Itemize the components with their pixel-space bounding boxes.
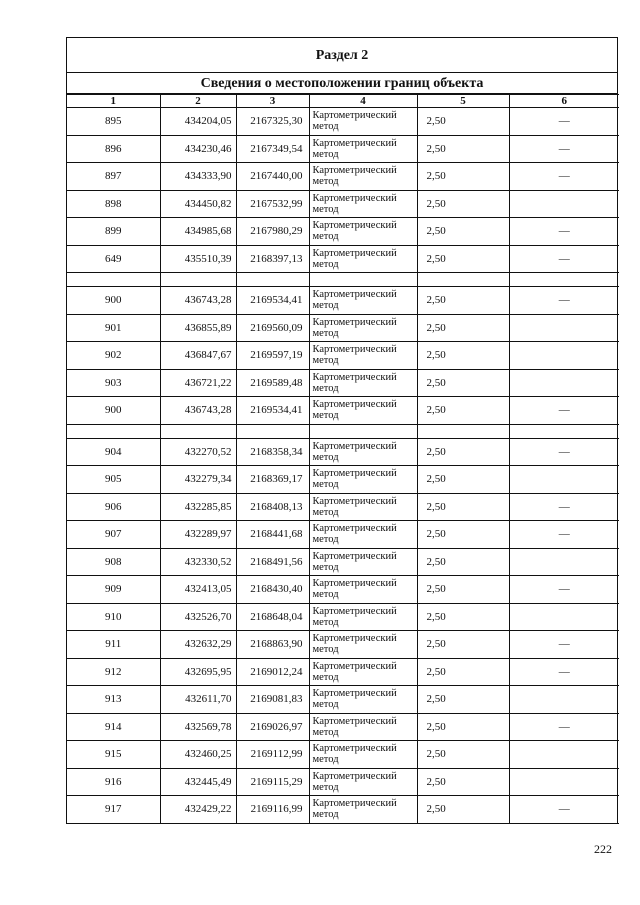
table-row xyxy=(67,603,619,631)
cell-coord-y: 2168863,90 xyxy=(236,631,309,659)
cell-coord-y: 2167440,00 xyxy=(236,163,309,191)
coordinates-table xyxy=(67,94,619,824)
cell-point-number: 898 xyxy=(67,190,160,218)
cell-coord-y: 2169026,97 xyxy=(236,713,309,741)
cell-accuracy: 2,50 xyxy=(417,548,509,576)
cell-accuracy: 2,50 xyxy=(417,108,509,136)
cell-point-number: 906 xyxy=(67,493,160,521)
cell-method: Картометрический метод xyxy=(309,218,417,246)
cell-accuracy: 2,50 xyxy=(417,369,509,397)
cell-description: — xyxy=(509,658,619,686)
cell-accuracy: 2,50 xyxy=(417,438,509,466)
cell-description xyxy=(509,466,619,494)
column-header-3: 3 xyxy=(236,95,309,108)
cell-point-number: 904 xyxy=(67,438,160,466)
table-row xyxy=(67,108,619,136)
cell-method: Картометрический метод xyxy=(309,631,417,659)
cell-method: Картометрический метод xyxy=(309,686,417,714)
cell-point-number: 907 xyxy=(67,521,160,549)
cell-description xyxy=(509,741,619,769)
cell-point-number: 912 xyxy=(67,658,160,686)
cell-description xyxy=(509,768,619,796)
cell-accuracy: 2,50 xyxy=(417,397,509,425)
cell-accuracy: 2,50 xyxy=(417,658,509,686)
cell-coord-x: 434985,68 xyxy=(160,218,236,246)
cell-description: — xyxy=(509,713,619,741)
cell-point-number: 649 xyxy=(67,245,160,273)
cell-method: Картометрический метод xyxy=(309,796,417,824)
cell-coord-y: 2169597,19 xyxy=(236,342,309,370)
cell-point-number: 901 xyxy=(67,314,160,342)
cell-method: Картометрический метод xyxy=(309,108,417,136)
cell-point-number: 900 xyxy=(67,397,160,425)
cell-coord-y: 2169012,24 xyxy=(236,658,309,686)
table-row xyxy=(67,713,619,741)
cell-method: Картометрический метод xyxy=(309,521,417,549)
table-row xyxy=(67,218,619,246)
cell-coord-y: 2168491,56 xyxy=(236,548,309,576)
cell-coord-x: 434450,82 xyxy=(160,190,236,218)
cell-accuracy: 2,50 xyxy=(417,713,509,741)
cell-accuracy: 2,50 xyxy=(417,768,509,796)
section-title: Раздел 2 xyxy=(67,38,617,73)
cell-point-number: 895 xyxy=(67,108,160,136)
cell-accuracy xyxy=(417,273,509,287)
cell-accuracy: 2,50 xyxy=(417,521,509,549)
column-header-6: 6 xyxy=(509,95,619,108)
cell-accuracy: 2,50 xyxy=(417,603,509,631)
cell-coord-x: 432413,05 xyxy=(160,576,236,604)
cell-point-number: 910 xyxy=(67,603,160,631)
cell-coord-y: 2168441,68 xyxy=(236,521,309,549)
table-row xyxy=(67,438,619,466)
cell-description: — xyxy=(509,438,619,466)
column-number-row xyxy=(67,95,619,108)
cell-point-number: 914 xyxy=(67,713,160,741)
cell-description: — xyxy=(509,163,619,191)
table-row xyxy=(67,466,619,494)
cell-point-number: 913 xyxy=(67,686,160,714)
cell-description xyxy=(509,314,619,342)
cell-point-number xyxy=(67,273,160,287)
cell-coord-y: 2169534,41 xyxy=(236,397,309,425)
cell-coord-y: 2167325,30 xyxy=(236,108,309,136)
cell-accuracy: 2,50 xyxy=(417,190,509,218)
table-row xyxy=(67,245,619,273)
separator-row xyxy=(67,273,619,287)
cell-method: Картометрический метод xyxy=(309,369,417,397)
cell-description xyxy=(509,424,619,438)
cell-description: — xyxy=(509,245,619,273)
cell-accuracy: 2,50 xyxy=(417,466,509,494)
cell-description: — xyxy=(509,287,619,315)
cell-coord-x: 432611,70 xyxy=(160,686,236,714)
cell-accuracy: 2,50 xyxy=(417,631,509,659)
table-row xyxy=(67,576,619,604)
boundary-table-frame xyxy=(66,37,618,824)
cell-description: — xyxy=(509,796,619,824)
cell-description xyxy=(509,548,619,576)
cell-coord-x: 432330,52 xyxy=(160,548,236,576)
page-number: 222 xyxy=(594,842,612,856)
cell-description: — xyxy=(509,218,619,246)
cell-coord-x: 436743,28 xyxy=(160,397,236,425)
cell-point-number: 917 xyxy=(67,796,160,824)
table-row xyxy=(67,686,619,714)
cell-accuracy: 2,50 xyxy=(417,796,509,824)
cell-method: Картометрический метод xyxy=(309,287,417,315)
cell-coord-y: 2169534,41 xyxy=(236,287,309,315)
cell-method: Картометрический метод xyxy=(309,466,417,494)
cell-point-number: 900 xyxy=(67,287,160,315)
cell-point-number: 896 xyxy=(67,135,160,163)
table-body xyxy=(67,108,619,824)
cell-accuracy xyxy=(417,424,509,438)
cell-method: Картометрический метод xyxy=(309,397,417,425)
cell-point-number: 915 xyxy=(67,741,160,769)
cell-point-number: 899 xyxy=(67,218,160,246)
table-row xyxy=(67,796,619,824)
cell-coord-x: 432695,95 xyxy=(160,658,236,686)
cell-coord-x: 432526,70 xyxy=(160,603,236,631)
cell-description: — xyxy=(509,576,619,604)
table-row xyxy=(67,163,619,191)
cell-method: Картометрический метод xyxy=(309,713,417,741)
cell-accuracy: 2,50 xyxy=(417,493,509,521)
cell-description xyxy=(509,603,619,631)
cell-coord-x xyxy=(160,424,236,438)
cell-coord-x: 436743,28 xyxy=(160,287,236,315)
cell-description: — xyxy=(509,493,619,521)
cell-description xyxy=(509,686,619,714)
cell-coord-x: 435510,39 xyxy=(160,245,236,273)
cell-point-number: 916 xyxy=(67,768,160,796)
table-row xyxy=(67,548,619,576)
cell-coord-y: 2168408,13 xyxy=(236,493,309,521)
cell-accuracy: 2,50 xyxy=(417,245,509,273)
cell-coord-y: 2169081,83 xyxy=(236,686,309,714)
cell-description xyxy=(509,369,619,397)
section-subtitle: Сведения о местоположении границ объекта xyxy=(67,73,617,94)
cell-coord-y: 2169560,09 xyxy=(236,314,309,342)
table-row xyxy=(67,287,619,315)
cell-accuracy: 2,50 xyxy=(417,576,509,604)
cell-method: Картометрический метод xyxy=(309,438,417,466)
cell-accuracy: 2,50 xyxy=(417,342,509,370)
cell-coord-y: 2168369,17 xyxy=(236,466,309,494)
cell-coord-y: 2167980,29 xyxy=(236,218,309,246)
table-row xyxy=(67,369,619,397)
cell-point-number: 897 xyxy=(67,163,160,191)
cell-coord-x: 432279,34 xyxy=(160,466,236,494)
cell-coord-y: 2168397,13 xyxy=(236,245,309,273)
column-header-5: 5 xyxy=(417,95,509,108)
cell-coord-y: 2168648,04 xyxy=(236,603,309,631)
cell-point-number: 903 xyxy=(67,369,160,397)
cell-coord-y: 2167349,54 xyxy=(236,135,309,163)
cell-point-number: 909 xyxy=(67,576,160,604)
cell-description: — xyxy=(509,135,619,163)
cell-method: Картометрический метод xyxy=(309,245,417,273)
cell-coord-x: 434204,05 xyxy=(160,108,236,136)
cell-coord-y: 2168430,40 xyxy=(236,576,309,604)
column-header-2: 2 xyxy=(160,95,236,108)
cell-point-number: 911 xyxy=(67,631,160,659)
cell-method: Картометрический метод xyxy=(309,314,417,342)
cell-coord-y xyxy=(236,424,309,438)
cell-method: Картометрический метод xyxy=(309,493,417,521)
cell-method xyxy=(309,424,417,438)
cell-coord-x: 432285,85 xyxy=(160,493,236,521)
table-row xyxy=(67,631,619,659)
cell-accuracy: 2,50 xyxy=(417,163,509,191)
cell-coord-x: 432429,22 xyxy=(160,796,236,824)
cell-method: Картометрический метод xyxy=(309,741,417,769)
cell-method: Картометрический метод xyxy=(309,135,417,163)
cell-description: — xyxy=(509,108,619,136)
table-row xyxy=(67,314,619,342)
cell-accuracy: 2,50 xyxy=(417,287,509,315)
cell-accuracy: 2,50 xyxy=(417,741,509,769)
column-header-4: 4 xyxy=(309,95,417,108)
cell-coord-x: 436721,22 xyxy=(160,369,236,397)
cell-description xyxy=(509,342,619,370)
cell-coord-x: 432270,52 xyxy=(160,438,236,466)
table-row xyxy=(67,521,619,549)
cell-coord-y xyxy=(236,273,309,287)
cell-method: Картометрический метод xyxy=(309,576,417,604)
cell-coord-x: 434230,46 xyxy=(160,135,236,163)
cell-coord-y: 2167532,99 xyxy=(236,190,309,218)
cell-description: — xyxy=(509,397,619,425)
cell-coord-y: 2169589,48 xyxy=(236,369,309,397)
cell-method: Картометрический метод xyxy=(309,658,417,686)
cell-coord-y: 2169116,99 xyxy=(236,796,309,824)
cell-point-number: 908 xyxy=(67,548,160,576)
cell-coord-y: 2168358,34 xyxy=(236,438,309,466)
cell-accuracy: 2,50 xyxy=(417,686,509,714)
table-row xyxy=(67,190,619,218)
table-row xyxy=(67,397,619,425)
cell-method xyxy=(309,273,417,287)
cell-coord-x: 436847,67 xyxy=(160,342,236,370)
cell-coord-x: 436855,89 xyxy=(160,314,236,342)
cell-method: Картометрический метод xyxy=(309,548,417,576)
table-row xyxy=(67,342,619,370)
cell-point-number: 902 xyxy=(67,342,160,370)
cell-accuracy: 2,50 xyxy=(417,135,509,163)
table-row xyxy=(67,135,619,163)
cell-description: — xyxy=(509,631,619,659)
cell-description xyxy=(509,273,619,287)
cell-description xyxy=(509,190,619,218)
cell-method: Картометрический метод xyxy=(309,768,417,796)
cell-coord-y: 2169115,29 xyxy=(236,768,309,796)
table-row xyxy=(67,658,619,686)
cell-method: Картометрический метод xyxy=(309,603,417,631)
cell-method: Картометрический метод xyxy=(309,163,417,191)
cell-coord-x: 432445,49 xyxy=(160,768,236,796)
cell-coord-x: 432632,29 xyxy=(160,631,236,659)
cell-accuracy: 2,50 xyxy=(417,314,509,342)
separator-row xyxy=(67,424,619,438)
cell-method: Картометрический метод xyxy=(309,342,417,370)
table-row xyxy=(67,741,619,769)
cell-coord-x: 432460,25 xyxy=(160,741,236,769)
cell-coord-x: 432569,78 xyxy=(160,713,236,741)
cell-point-number xyxy=(67,424,160,438)
cell-coord-x: 434333,90 xyxy=(160,163,236,191)
cell-point-number: 905 xyxy=(67,466,160,494)
cell-method: Картометрический метод xyxy=(309,190,417,218)
cell-coord-x: 432289,97 xyxy=(160,521,236,549)
table-row xyxy=(67,768,619,796)
cell-description: — xyxy=(509,521,619,549)
column-header-1: 1 xyxy=(67,95,160,108)
cell-coord-y: 2169112,99 xyxy=(236,741,309,769)
cell-accuracy: 2,50 xyxy=(417,218,509,246)
cell-coord-x xyxy=(160,273,236,287)
table-row xyxy=(67,493,619,521)
